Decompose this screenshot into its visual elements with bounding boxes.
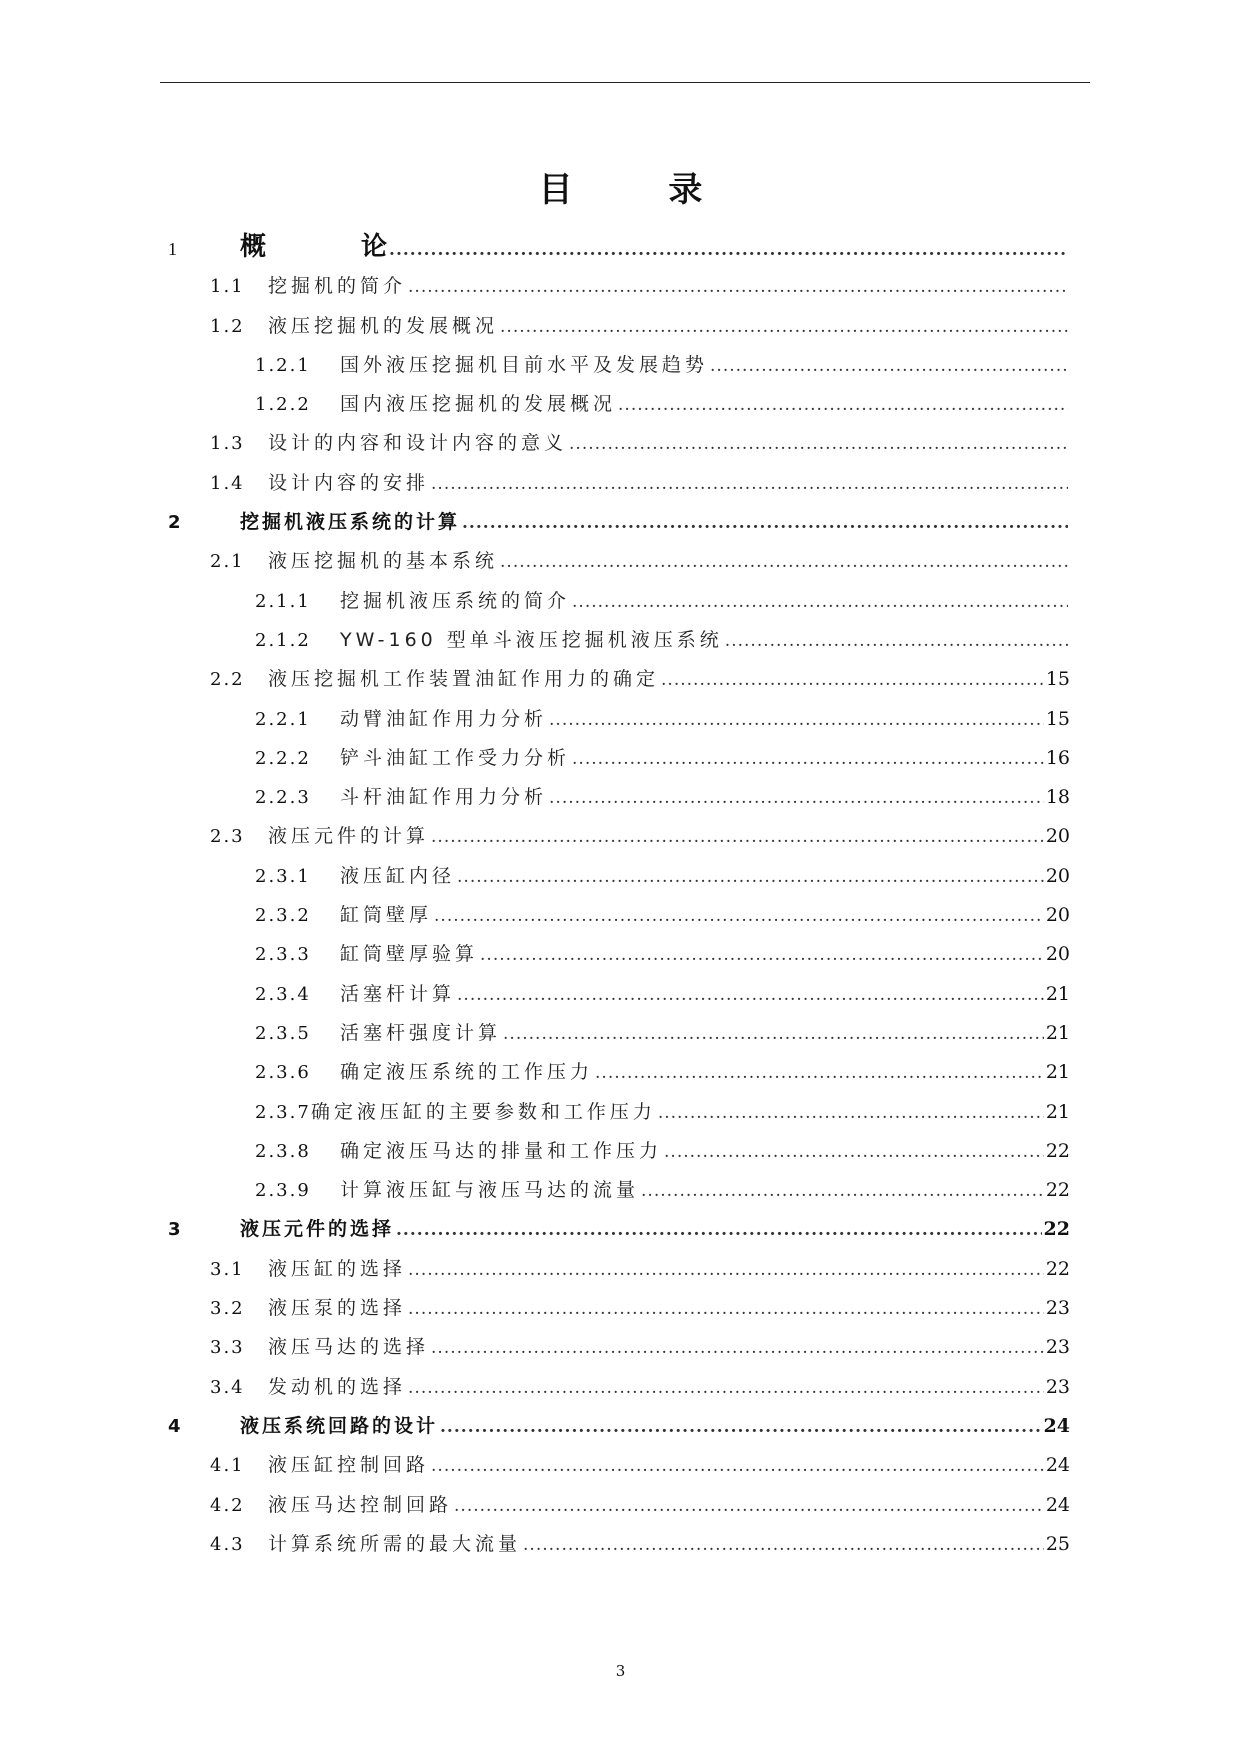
- toc-entry[interactable]: [0, 1368, 1241, 1407]
- toc-leader-dots: [408, 268, 1068, 307]
- toc-entry[interactable]: [0, 975, 1241, 1014]
- toc-leader-dots: [408, 1251, 1044, 1290]
- toc-entry-title: 铲斗油缸工作受力分析: [340, 746, 571, 769]
- toc-entry-title: 液压元件的选择: [240, 1218, 395, 1241]
- toc-entry[interactable]: [0, 1210, 1241, 1249]
- toc-entry-page: 23: [1045, 1336, 1070, 1359]
- toc-entry-number: 1: [168, 239, 179, 259]
- toc-entry-title: 液压缸内径: [340, 864, 456, 887]
- toc-entry-number: 2.2: [210, 669, 245, 691]
- toc-entry-number: 4.1: [210, 1455, 245, 1477]
- toc-entry-page: 15: [1045, 707, 1070, 730]
- toc-entry-number: 4.2: [210, 1494, 245, 1516]
- toc-entry-number: 3.4: [210, 1376, 245, 1398]
- toc-entry-title: 液压元件的计算: [268, 825, 430, 848]
- toc-entry[interactable]: [0, 307, 1241, 346]
- toc-entry-title: 缸筒壁厚: [340, 904, 433, 927]
- toc-entry-page: 24: [1045, 1454, 1070, 1477]
- toc-entry-page: 15: [1045, 668, 1070, 691]
- toc-entry-title: 液压系统回路的设计: [240, 1414, 439, 1437]
- toc-entry-number: 1.4: [210, 472, 245, 494]
- toc-entry[interactable]: [0, 424, 1241, 463]
- toc-entry[interactable]: [0, 228, 1241, 267]
- toc-leader-dots: [480, 936, 1044, 975]
- toc-entry[interactable]: [0, 817, 1241, 856]
- toc-entry-title: 缸筒壁厚验算: [340, 943, 479, 966]
- toc-entry-title: 液压缸的选择: [268, 1257, 407, 1280]
- toc-entry-title: 活塞杆计算: [340, 982, 456, 1005]
- toc-entry-title: 液压挖掘机的发展概况: [268, 314, 499, 337]
- toc-leader-dots: [572, 583, 1068, 622]
- toc-entry-number: 4: [168, 1415, 183, 1437]
- toc-entry-number: 2.3.2: [255, 905, 311, 927]
- toc-entry-number: 2.2.2: [255, 747, 311, 769]
- toc-entry-number: 2.3.4: [255, 983, 311, 1005]
- toc-leader-dots: [431, 1329, 1044, 1368]
- toc-leader-dots: [457, 976, 1044, 1015]
- toc-leader-dots: [431, 465, 1068, 504]
- toc-entry-number: 4.3: [210, 1533, 245, 1555]
- toc-entry-page: 24: [1045, 1493, 1070, 1516]
- toc-entry-title: 斗杆油缸作用力分析: [340, 786, 548, 809]
- toc-leader-dots: [641, 1172, 1044, 1211]
- toc-entry-number: 2.2.1: [255, 708, 311, 730]
- toc-entry-number: 2.3: [210, 826, 245, 848]
- toc-leader-dots: [658, 1094, 1044, 1133]
- toc-entry-page: 18: [1045, 786, 1070, 809]
- toc-entry-title: 发动机的选择: [268, 1375, 407, 1398]
- toc-entry-page: 16: [1045, 746, 1070, 769]
- toc-leader-dots: [408, 1369, 1044, 1408]
- toc-leader-dots: [618, 386, 1068, 425]
- toc-entry-page: 20: [1045, 943, 1070, 966]
- toc-entry-number: 2.1: [210, 551, 245, 573]
- toc-entry-page: 22: [1045, 1257, 1070, 1280]
- toc-entry[interactable]: [0, 1328, 1241, 1367]
- toc-entry-page: 21: [1045, 982, 1070, 1005]
- toc-leader-dots: [572, 740, 1044, 779]
- toc-entry-page: 23: [1045, 1297, 1070, 1320]
- toc-entry-number: 2.3.9: [255, 1180, 311, 1202]
- toc-leader-dots: [725, 622, 1068, 661]
- toc-entry-number: 1.1: [210, 276, 245, 298]
- toc-leader-dots: [431, 818, 1044, 857]
- toc-entry-title: 计算系统所需的最大流量: [268, 1532, 522, 1555]
- toc-entry-number: 2.3.6: [255, 1062, 311, 1084]
- toc-entry-title: 计算液压缸与液压马达的流量: [340, 1179, 640, 1202]
- toc-entry-title: 确定液压缸的主要参数和工作压力: [310, 1100, 656, 1123]
- toc-entry-title: 液压挖掘机的基本系统: [268, 550, 499, 573]
- toc-leader-dots: [569, 425, 1068, 464]
- toc-entry-title: 概 论: [240, 232, 388, 262]
- toc-entry-title: 国内液压挖掘机的发展概况: [340, 393, 617, 416]
- toc-entry-page: 20: [1045, 904, 1070, 927]
- toc-entry[interactable]: [0, 739, 1241, 778]
- toc-entry[interactable]: [0, 660, 1241, 699]
- toc-entry-page: 25: [1045, 1532, 1070, 1555]
- toc-leader-dots: [664, 1133, 1044, 1172]
- table-of-contents: [0, 228, 1241, 1564]
- toc-entry[interactable]: [0, 1093, 1241, 1132]
- toc-leader-dots: [549, 701, 1044, 740]
- toc-entry-title: 液压挖掘机工作装置油缸作用力的确定: [268, 668, 660, 691]
- toc-entry[interactable]: [0, 621, 1241, 660]
- toc-entry-title: 液压马达控制回路: [268, 1493, 453, 1516]
- toc-leader-dots: [431, 1447, 1044, 1486]
- toc-entry-title: 动臂油缸作用力分析: [340, 707, 548, 730]
- toc-leader-dots: [434, 897, 1044, 936]
- toc-entry-number: 1.2: [210, 315, 245, 337]
- toc-entry[interactable]: [0, 582, 1241, 621]
- toc-leader-dots: [440, 1408, 1042, 1447]
- toc-entry-title: 国外液压挖掘机目前水平及发展趋势: [340, 353, 709, 376]
- toc-entry[interactable]: [0, 1132, 1241, 1171]
- toc-entry[interactable]: [0, 1250, 1241, 1289]
- toc-entry[interactable]: [0, 1486, 1241, 1525]
- toc-leader-dots: [595, 1054, 1044, 1093]
- toc-entry-page: 21: [1045, 1021, 1070, 1044]
- toc-entry-page: 22: [1045, 1139, 1070, 1162]
- toc-entry[interactable]: [0, 935, 1241, 974]
- page-title: 目 录: [538, 170, 745, 210]
- toc-leader-dots: [454, 1487, 1044, 1526]
- toc-entry[interactable]: [0, 1525, 1241, 1564]
- toc-entry[interactable]: [0, 1014, 1241, 1053]
- toc-entry-number: 2.1.1: [255, 590, 311, 612]
- toc-entry-number: 2.3.3: [255, 944, 311, 966]
- toc-entry[interactable]: [0, 896, 1241, 935]
- toc-entry-page: 21: [1045, 1061, 1070, 1084]
- toc-entry-page: 23: [1045, 1375, 1070, 1398]
- toc-entry[interactable]: [0, 1407, 1241, 1446]
- toc-entry-title: 挖掘机的简介: [268, 275, 407, 298]
- toc-entry-page: 20: [1045, 825, 1070, 848]
- toc-entry-title: 液压缸控制回路: [268, 1454, 430, 1477]
- toc-entry[interactable]: [0, 464, 1241, 503]
- toc-entry[interactable]: [0, 700, 1241, 739]
- toc-entry-title: 活塞杆强度计算: [340, 1021, 502, 1044]
- toc-leader-dots: [396, 1211, 1042, 1250]
- toc-entry[interactable]: [0, 542, 1241, 581]
- toc-entry-number: 2.2.3: [255, 787, 311, 809]
- toc-entry-page: 24: [1043, 1414, 1070, 1437]
- toc-leader-dots: [462, 504, 1068, 543]
- toc-leader-dots: [389, 231, 1068, 270]
- toc-entry-title: 液压马达的选择: [268, 1336, 430, 1359]
- toc-leader-dots: [457, 858, 1044, 897]
- toc-entry-number: 3: [168, 1219, 183, 1241]
- toc-entry-number: 2.3.1: [255, 865, 311, 887]
- toc-entry-number: 1.2.1: [255, 354, 311, 376]
- toc-leader-dots: [500, 543, 1068, 582]
- toc-entry[interactable]: [0, 385, 1241, 424]
- header-rule: [160, 82, 1090, 83]
- toc-entry-number: 1.3: [210, 433, 245, 455]
- toc-entry-title: 设计的内容和设计内容的意义: [268, 432, 568, 455]
- toc-entry-title: 液压泵的选择: [268, 1297, 407, 1320]
- toc-entry-number: 2.3.7: [255, 1101, 311, 1123]
- toc-entry-number: 2.3.5: [255, 1022, 311, 1044]
- toc-leader-dots: [503, 1015, 1044, 1054]
- toc-entry[interactable]: [0, 346, 1241, 385]
- toc-entry[interactable]: [0, 1446, 1241, 1485]
- page-number: 3: [615, 1662, 626, 1680]
- toc-entry-number: 1.2.2: [255, 394, 311, 416]
- toc-entry-title: YW-160 型单斗液压挖掘机液压系统: [340, 628, 723, 651]
- toc-entry-title: 确定液压马达的排量和工作压力: [340, 1139, 663, 1162]
- toc-entry-page: 22: [1045, 1179, 1070, 1202]
- toc-entry-title: 设计内容的安排: [268, 471, 430, 494]
- toc-entry-title: 挖掘机液压系统的计算: [240, 511, 461, 534]
- toc-entry-number: 3.3: [210, 1337, 245, 1359]
- toc-leader-dots: [710, 347, 1068, 386]
- toc-entry-page: 21: [1045, 1100, 1070, 1123]
- toc-entry[interactable]: [0, 267, 1241, 306]
- toc-entry-number: 2.3.8: [255, 1140, 311, 1162]
- toc-entry-number: 3.1: [210, 1258, 245, 1280]
- toc-entry[interactable]: [0, 1053, 1241, 1092]
- toc-entry[interactable]: [0, 1171, 1241, 1210]
- toc-leader-dots: [408, 1290, 1044, 1329]
- toc-entry[interactable]: [0, 778, 1241, 817]
- toc-entry-number: 2.1.2: [255, 629, 311, 651]
- toc-leader-dots: [500, 308, 1068, 347]
- toc-entry-title: 挖掘机液压系统的简介: [340, 589, 571, 612]
- toc-leader-dots: [523, 1526, 1044, 1565]
- toc-entry[interactable]: [0, 1289, 1241, 1328]
- toc-leader-dots: [661, 661, 1044, 700]
- toc-entry-page: 22: [1043, 1218, 1070, 1241]
- toc-entry[interactable]: [0, 857, 1241, 896]
- toc-entry-number: 3.2: [210, 1298, 245, 1320]
- toc-entry-page: 20: [1045, 864, 1070, 887]
- toc-leader-dots: [549, 779, 1044, 818]
- toc-entry-number: 2: [168, 512, 183, 534]
- toc-entry-title: 确定液压系统的工作压力: [340, 1061, 594, 1084]
- toc-entry[interactable]: [0, 503, 1241, 542]
